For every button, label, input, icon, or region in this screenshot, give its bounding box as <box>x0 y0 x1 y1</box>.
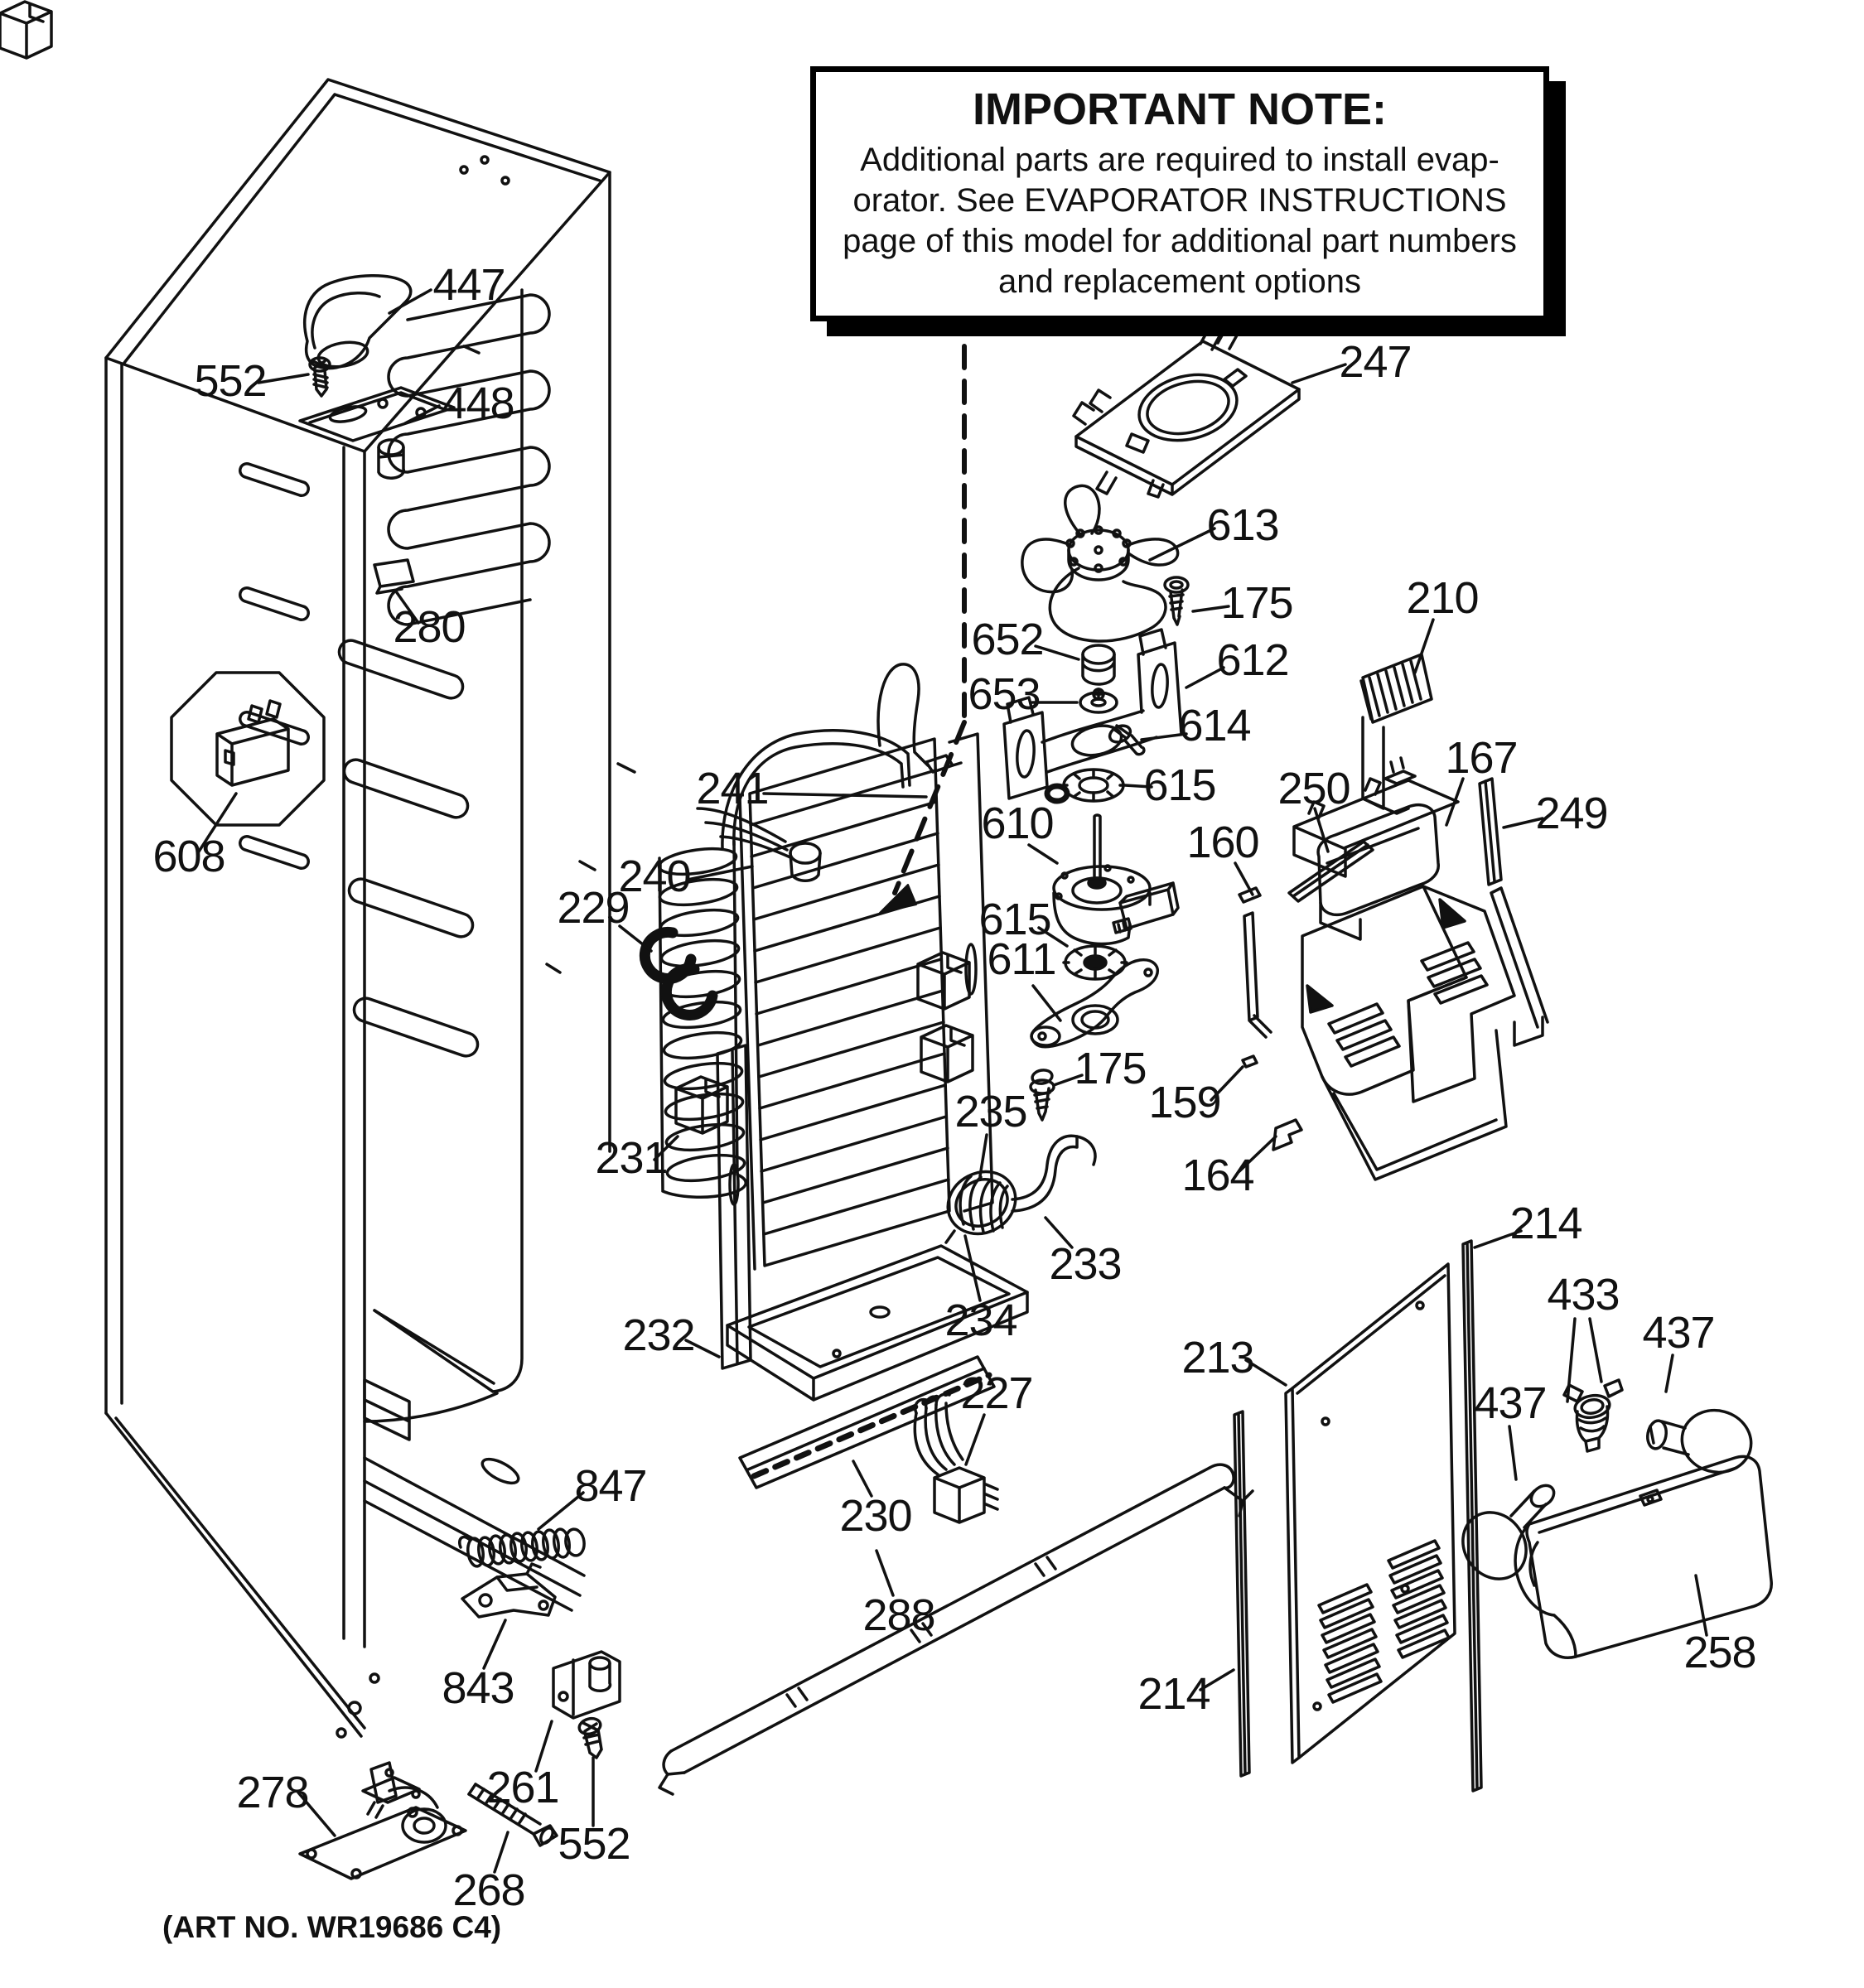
part-callout-235-13: 235 <box>954 1087 1027 1136</box>
part-callout-229-7: 229 <box>557 883 630 933</box>
callout-leader-167-37-0 <box>1446 779 1463 825</box>
part-278-hinge-assembly-drawing <box>300 1763 466 1879</box>
part-callout-268-22: 268 <box>452 1865 525 1915</box>
part-callout-250-36: 250 <box>1277 764 1350 813</box>
part-callout-278-21: 278 <box>236 1768 309 1817</box>
drain-strip-drawing <box>1244 913 1271 1037</box>
callout-leader-247-23-0 <box>1292 364 1345 383</box>
part-callout-159-39: 159 <box>1148 1078 1221 1127</box>
part-callout-258-46: 258 <box>1683 1628 1756 1677</box>
note-line-4: and replacement options <box>997 263 1362 300</box>
freezer-cabinet-drawing <box>106 80 635 1737</box>
note-line-1: Additional parts are required to install evap- <box>860 142 1499 178</box>
part-callout-448-2: 448 <box>442 379 514 428</box>
part-callout-610-31: 610 <box>981 799 1054 848</box>
part-250-strip-drawing <box>1289 842 1373 901</box>
part-callout-241-5: 241 <box>696 764 769 813</box>
part-callout-240-6: 240 <box>618 852 691 901</box>
part-843-lever-drawing <box>462 1564 555 1617</box>
important-note-box <box>810 66 1549 321</box>
part-608-switch-callout-drawing <box>171 673 324 825</box>
part-callout-160-32: 160 <box>1186 818 1259 867</box>
part-288-support-rail-drawing <box>659 1464 1253 1794</box>
part-callout-233-15: 233 <box>1049 1239 1122 1289</box>
part-615-mount-upper-drawing <box>1047 770 1123 801</box>
part-callout-214-47: 214 <box>1137 1669 1210 1719</box>
callout-leader-433-43-0 <box>1567 1319 1575 1402</box>
part-448-bracket-drawing <box>300 388 454 478</box>
callout-leader-433-43-1 <box>1590 1319 1601 1382</box>
part-653-washer-drawing <box>1080 689 1117 712</box>
part-callout-652-26: 652 <box>971 615 1044 664</box>
part-213-access-panel-drawing <box>1286 1264 1455 1763</box>
part-167-ice-maker-drawing <box>1294 758 1548 1180</box>
part-callout-847-17: 847 <box>574 1461 647 1511</box>
part-callout-213-41: 213 <box>1181 1333 1254 1382</box>
callout-leader-288-12-0 <box>876 1551 893 1595</box>
part-callout-433-43: 433 <box>1547 1270 1620 1320</box>
callout-leader-437-44-0 <box>1666 1355 1673 1392</box>
part-159-clip-drawing <box>1243 1056 1257 1067</box>
callout-leader-241-5-0 <box>764 794 926 797</box>
part-callout-437-44: 437 <box>1642 1308 1715 1358</box>
part-callout-232-9: 232 <box>622 1310 695 1360</box>
part-callout-175-25: 175 <box>1220 578 1293 628</box>
note-line-2: orator. See EVAPORATOR INSTRUCTIONS <box>852 182 1507 219</box>
part-callout-613-24: 613 <box>1206 500 1279 550</box>
part-callout-437-45: 437 <box>1474 1378 1547 1428</box>
callout-leader-613-24-0 <box>1150 528 1214 560</box>
part-552-screw-bottom-drawing <box>577 1716 602 1758</box>
part-210-fin-cover-drawing <box>1361 654 1432 813</box>
part-callout-280-3: 280 <box>393 602 466 652</box>
part-callout-608-4: 608 <box>152 832 225 881</box>
callout-layer <box>152 260 1755 1915</box>
part-callout-447-0: 447 <box>432 260 505 310</box>
part-callout-230-10: 230 <box>839 1491 912 1541</box>
art-number-text: (ART NO. WR19686 C4) <box>162 1910 502 1944</box>
part-callout-552-1: 552 <box>194 356 267 406</box>
part-175-screw-lower-drawing <box>1031 1069 1054 1120</box>
part-callout-615-33: 615 <box>978 895 1051 944</box>
part-callout-214-42: 214 <box>1509 1199 1582 1248</box>
part-callout-552-20: 552 <box>558 1819 630 1869</box>
part-249-strip-drawing <box>1480 779 1501 885</box>
callout-leader-160-32-0 <box>1235 863 1253 895</box>
part-callout-614-29: 614 <box>1178 701 1251 750</box>
part-callout-249-38: 249 <box>1535 789 1608 838</box>
part-callout-164-40: 164 <box>1181 1151 1254 1200</box>
part-261-hinge-bracket-drawing <box>553 1652 620 1718</box>
part-callout-615-30: 615 <box>1143 760 1216 810</box>
part-callout-167-37: 167 <box>1445 733 1518 783</box>
part-callout-612-28: 612 <box>1216 635 1289 685</box>
callout-leader-234-14-0 <box>965 1236 980 1300</box>
part-433-lamp-socket-drawing <box>1564 1380 1622 1451</box>
part-652-bushing-drawing <box>1083 645 1114 684</box>
part-613-fan-blade-drawing <box>1022 485 1178 641</box>
part-447-cam-drawing <box>305 276 411 370</box>
part-callout-843-18: 843 <box>442 1663 514 1713</box>
part-callout-227-11: 227 <box>960 1368 1033 1418</box>
part-233-tube-drawing <box>1012 1136 1095 1211</box>
part-callout-653-27: 653 <box>968 669 1041 719</box>
section-reference-lines <box>880 311 964 913</box>
part-247-fan-shroud-drawing <box>1074 328 1299 497</box>
callout-leader-437-45-0 <box>1509 1426 1516 1479</box>
part-callout-611-34: 611 <box>987 934 1056 984</box>
octagon-detail-bubble <box>171 673 324 825</box>
part-callout-234-14: 234 <box>944 1296 1017 1345</box>
note-line-3: page of this model for additional part numbers <box>843 223 1517 259</box>
part-callout-261-19: 261 <box>486 1763 559 1812</box>
callout-leader-258-46-0 <box>1696 1575 1707 1635</box>
part-callout-175-16: 175 <box>1074 1044 1147 1093</box>
part-610-fan-motor-drawing <box>1054 815 1178 944</box>
callout-leader-235-13-0 <box>980 1135 987 1176</box>
part-callout-231-8: 231 <box>595 1133 668 1183</box>
callout-leader-843-18-0 <box>484 1620 505 1668</box>
part-callout-288-12: 288 <box>862 1590 935 1640</box>
callout-leader-611-34-0 <box>1033 986 1060 1021</box>
part-280-clip-drawing <box>374 560 413 593</box>
part-175-screw-fan-drawing <box>1165 577 1188 625</box>
part-callout-210-35: 210 <box>1406 573 1479 623</box>
callout-leader-227-11-0 <box>966 1415 984 1464</box>
note-title: IMPORTANT NOTE: <box>973 84 1387 134</box>
part-callout-247-23: 247 <box>1339 337 1412 387</box>
part-214-trim-strips-drawing <box>1234 1241 1481 1791</box>
part-164-clip-drawing <box>1273 1120 1301 1150</box>
